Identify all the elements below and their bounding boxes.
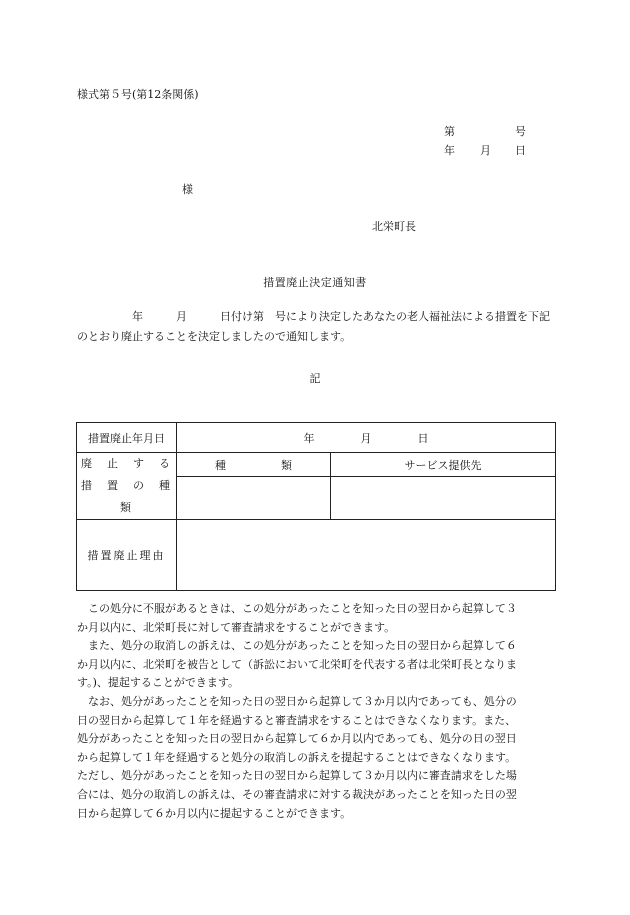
date-label-cell: [77, 423, 177, 453]
appeal-notice-line: か月以内に、北栄町長に対して審査請求をすることができます。: [77, 620, 396, 634]
appeal-notice: [77, 600, 561, 823]
document-number-suffix: 号: [515, 125, 526, 138]
date-value-month: 月: [360, 431, 372, 445]
appeal-notice-line: 処分があったことを知った日の翌日から起算して６か月以内であっても、処分の日の翌日: [77, 732, 517, 746]
kind-column-header: 種 類: [177, 453, 331, 477]
date-value-day: 日: [417, 431, 429, 445]
appeal-notice-line: 合には、処分の取消しの訴えは、その審査請求に対する裁決があったことを知った日の翌: [77, 787, 517, 801]
table-row-reason: [77, 520, 556, 591]
appeal-notice-line: す。)、提起することができます。: [77, 676, 240, 690]
appeal-notice-line: 日から起算して６か月以内に提起することができます。: [77, 806, 352, 820]
reason-value-cell: [177, 520, 556, 591]
date-value-cell: [177, 423, 556, 453]
date-label: 措置廃止年月日: [88, 431, 165, 445]
provider-value-cell: [331, 477, 556, 520]
issue-date-month: 月: [480, 144, 491, 157]
appeal-notice-line: 日の翌日から起算して１年を経過すると審査請求をすることはできなくなります。また、: [77, 713, 517, 727]
date-value-year: 年: [303, 431, 315, 445]
issue-date-year: 年: [444, 144, 455, 157]
provider-column-header: サービス提供先: [331, 453, 556, 477]
table-row-date: [77, 423, 556, 453]
details-table: [76, 422, 556, 591]
appeal-notice-line: また、処分の取消しの訴えは、この処分があったことを知った日の翌日から起算して６: [77, 639, 517, 653]
appeal-notice-line: この処分に不服があるときは、この処分があったことを知った日の翌日から起算して３: [77, 602, 517, 615]
record-mark: 記: [309, 372, 321, 385]
appeal-notice-line: から起算して１年を経過すると処分の取消しの訴えを提起することはできなくなります。: [77, 750, 517, 764]
reason-label: 措置廃止理由: [87, 549, 166, 562]
kind-label-line1: 廃 止 す る: [81, 457, 172, 470]
reason-label-cell: [77, 520, 177, 591]
appeal-notice-line: か月以内に、北栄町を被告として（訴訟において北栄町を代表する者は北栄町長となりま: [77, 657, 517, 671]
document-title: 措置廃止決定通知書: [263, 276, 367, 289]
form-number: 様式第５号(第12条関係): [77, 88, 199, 101]
notice-body-line: のとおり廃止することを決定しましたので通知します。: [77, 330, 352, 343]
sender-name: 北栄町長: [372, 220, 416, 233]
kind-label-line2: 措 置 の 種 類: [81, 479, 185, 514]
document-number-label: 第: [444, 125, 455, 138]
kind-label-cell: [77, 453, 185, 520]
table-row-kind-header: [77, 453, 556, 477]
addressee-honorific: 様: [182, 183, 193, 196]
notice-body: [77, 307, 561, 347]
kind-value-cell: [177, 477, 331, 520]
appeal-notice-line: なお、処分があったことを知った日の翌日から起算して３か月以内であっても、処分の: [77, 694, 517, 708]
appeal-notice-line: ただし、処分があったことを知った日の翌日から起算して３か月以内に審査請求をした場: [77, 769, 517, 783]
issue-date-day: 日: [515, 144, 526, 157]
notice-body-line: 年 月 日付け第 号により決定したあなたの老人福祉法による措置を下記: [77, 310, 550, 323]
